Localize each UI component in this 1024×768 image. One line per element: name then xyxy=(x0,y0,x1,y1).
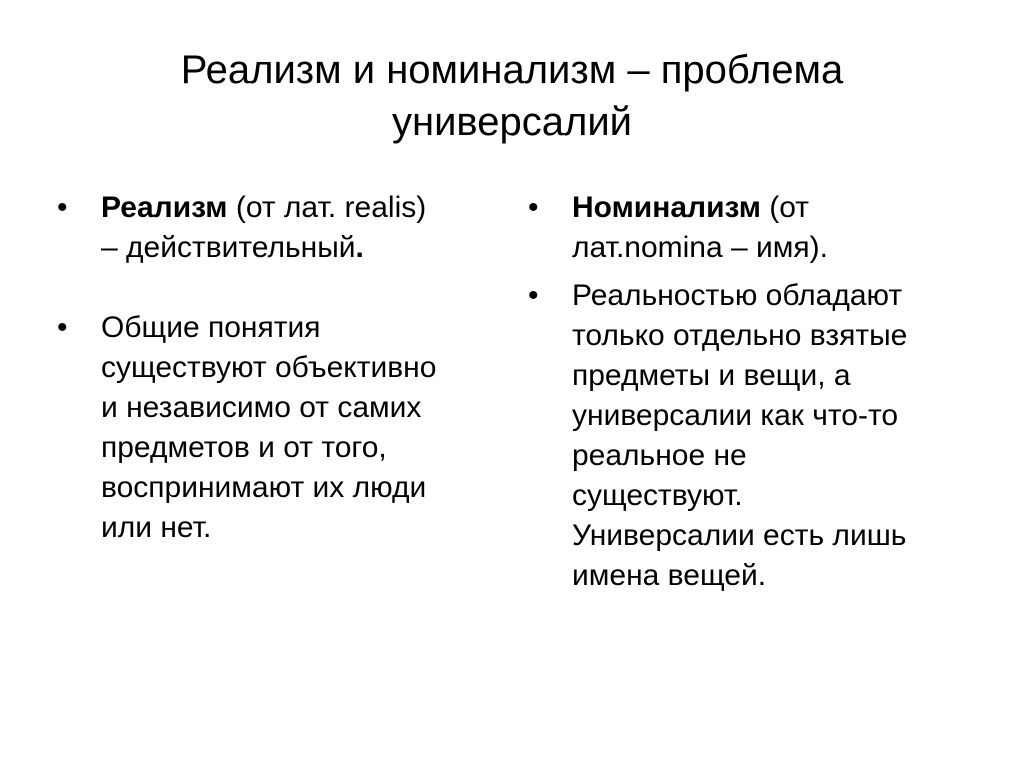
bullet-spacer xyxy=(528,268,968,276)
title-line-1: Реализм и номинализм – проблема xyxy=(180,48,844,92)
title-line-2: универсалий xyxy=(392,100,632,144)
realism-text-line: или нет. xyxy=(101,511,212,544)
nominalism-text-line: универсалии как что-то xyxy=(572,399,899,432)
nominalism-term: Номинализм xyxy=(572,191,761,224)
nominalism-text-line: реальное не xyxy=(572,439,747,472)
nominalism-text-line: существуют. xyxy=(572,479,743,512)
nominalism-text-line: Универсалии есть лишь xyxy=(572,519,907,552)
realism-term: Реализм xyxy=(101,191,228,224)
realism-meaning: – действительный xyxy=(101,231,356,264)
nominalism-definition-line-2: лат.nomina – имя). xyxy=(572,231,828,264)
realism-text-line: воспринимают их люди xyxy=(101,471,427,504)
right-column-nominalism xyxy=(528,188,968,596)
nominalism-description-bullet xyxy=(528,276,968,596)
nominalism-text-line: предметы и вещи, а xyxy=(572,359,851,392)
nominalism-definition-bullet xyxy=(528,188,968,268)
realism-text-line: Общие понятия xyxy=(101,311,321,344)
realism-period: . xyxy=(355,231,364,264)
bullet-icon: • xyxy=(57,311,68,344)
realism-definition-line-2 xyxy=(101,228,487,268)
left-column-realism xyxy=(57,188,487,548)
bullet-icon: • xyxy=(528,279,539,312)
nominalism-text-line: имена вещей. xyxy=(572,559,767,592)
bullet-icon: • xyxy=(528,191,539,224)
realism-definition-bullet xyxy=(57,188,487,268)
nominalism-etymology-start: (от xyxy=(760,191,809,224)
slide-title xyxy=(60,44,964,148)
realism-text-line: предметов и от того, xyxy=(101,431,387,464)
nominalism-text-line: только отдельно взятые xyxy=(572,319,908,352)
bullet-icon: • xyxy=(57,191,68,224)
realism-text-line: и независимо от самих xyxy=(101,391,422,424)
realism-text-line: существуют объективно xyxy=(101,351,437,384)
nominalism-text-line: Реальностью обладают xyxy=(572,279,903,312)
realism-etymology: (от лат. realis) xyxy=(227,191,427,224)
nominalism-definition-line-1 xyxy=(572,188,968,228)
bullet-spacer xyxy=(57,268,487,308)
realism-description-bullet xyxy=(57,308,487,548)
realism-definition-line-1 xyxy=(101,188,487,228)
